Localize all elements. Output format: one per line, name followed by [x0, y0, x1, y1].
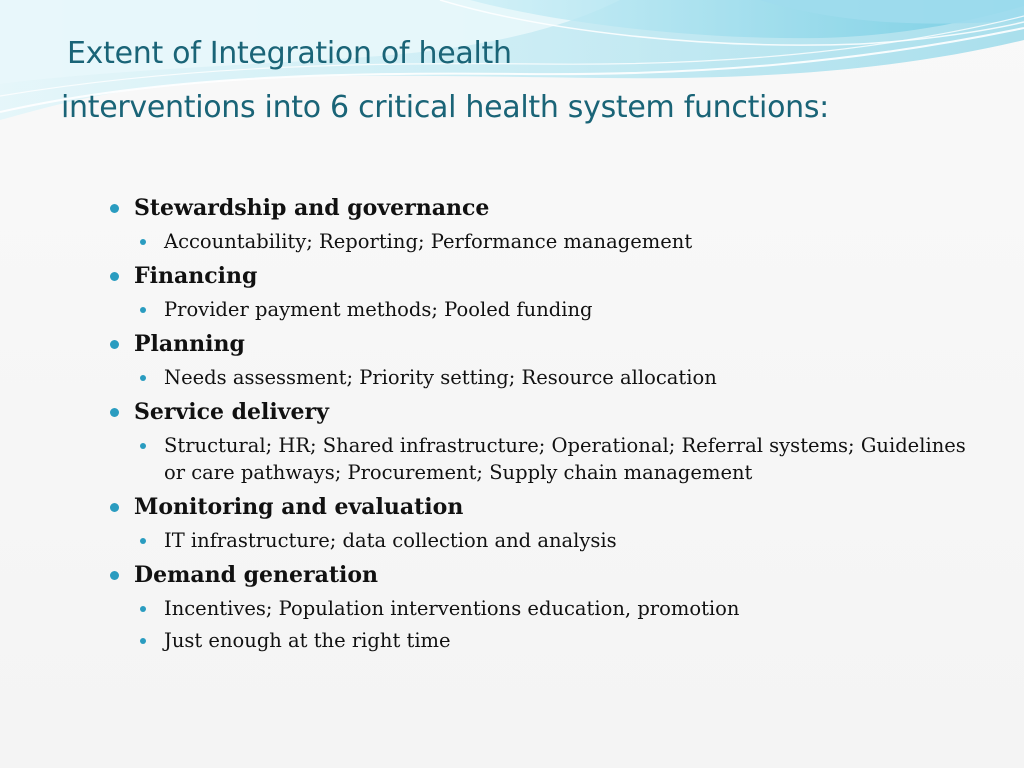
sub-list-item: [108, 432, 988, 486]
sub-list-item: [108, 364, 988, 391]
bullet-list: [108, 190, 988, 659]
title-line-1: Extent of Integration of health: [67, 36, 512, 71]
sub-list-item: [108, 228, 988, 255]
sub-item-text: Structural; HR; Shared infrastructure; Operational; Referral systems; Guidelines or care pathways; Procurement; Supply chain management: [164, 434, 966, 484]
heading-text: Financing: [134, 263, 258, 289]
bullet-dot-icon: [140, 606, 146, 612]
bullet-dot-icon: [110, 571, 119, 580]
heading-text: Demand generation: [134, 562, 379, 588]
sub-list-item: [108, 595, 988, 622]
bullet-dot-icon: [140, 538, 146, 544]
list-item-demand-generation: [108, 559, 988, 592]
list-item-monitoring: [108, 491, 988, 524]
list-item-service-delivery: [108, 396, 988, 429]
sub-item-text: Needs assessment; Priority setting; Resource allocation: [164, 366, 717, 389]
list-item-financing: [108, 260, 988, 293]
heading-text: Monitoring and evaluation: [134, 494, 464, 520]
bullet-dot-icon: [110, 503, 119, 512]
list-item-planning: [108, 328, 988, 361]
sub-item-text: Accountability; Reporting; Performance management: [164, 230, 693, 253]
bullet-dot-icon: [140, 307, 146, 313]
heading-text: Planning: [134, 331, 245, 357]
bullet-dot-icon: [140, 443, 146, 449]
sub-item-text: Incentives; Population interventions education, promotion: [164, 597, 740, 620]
sub-item-text: Just enough at the right time: [164, 629, 451, 652]
sub-list-item: [108, 527, 988, 554]
bullet-dot-icon: [110, 272, 119, 281]
bullet-dot-icon: [110, 408, 119, 417]
heading-text: Service delivery: [134, 399, 329, 425]
heading-text: Stewardship and governance: [134, 195, 490, 221]
list-item-stewardship: [108, 192, 988, 225]
bullet-dot-icon: [140, 239, 146, 245]
bullet-dot-icon: [140, 638, 146, 644]
sub-item-text: Provider payment methods; Pooled funding: [164, 298, 593, 321]
sub-item-text: IT infrastructure; data collection and analysis: [164, 529, 617, 552]
sub-list-item: [108, 296, 988, 323]
bullet-dot-icon: [110, 340, 119, 349]
bullet-dot-icon: [110, 204, 119, 213]
title-line-2: interventions into 6 critical health system functions:: [61, 90, 829, 125]
sub-list-item: [108, 627, 988, 654]
bullet-dot-icon: [140, 375, 146, 381]
